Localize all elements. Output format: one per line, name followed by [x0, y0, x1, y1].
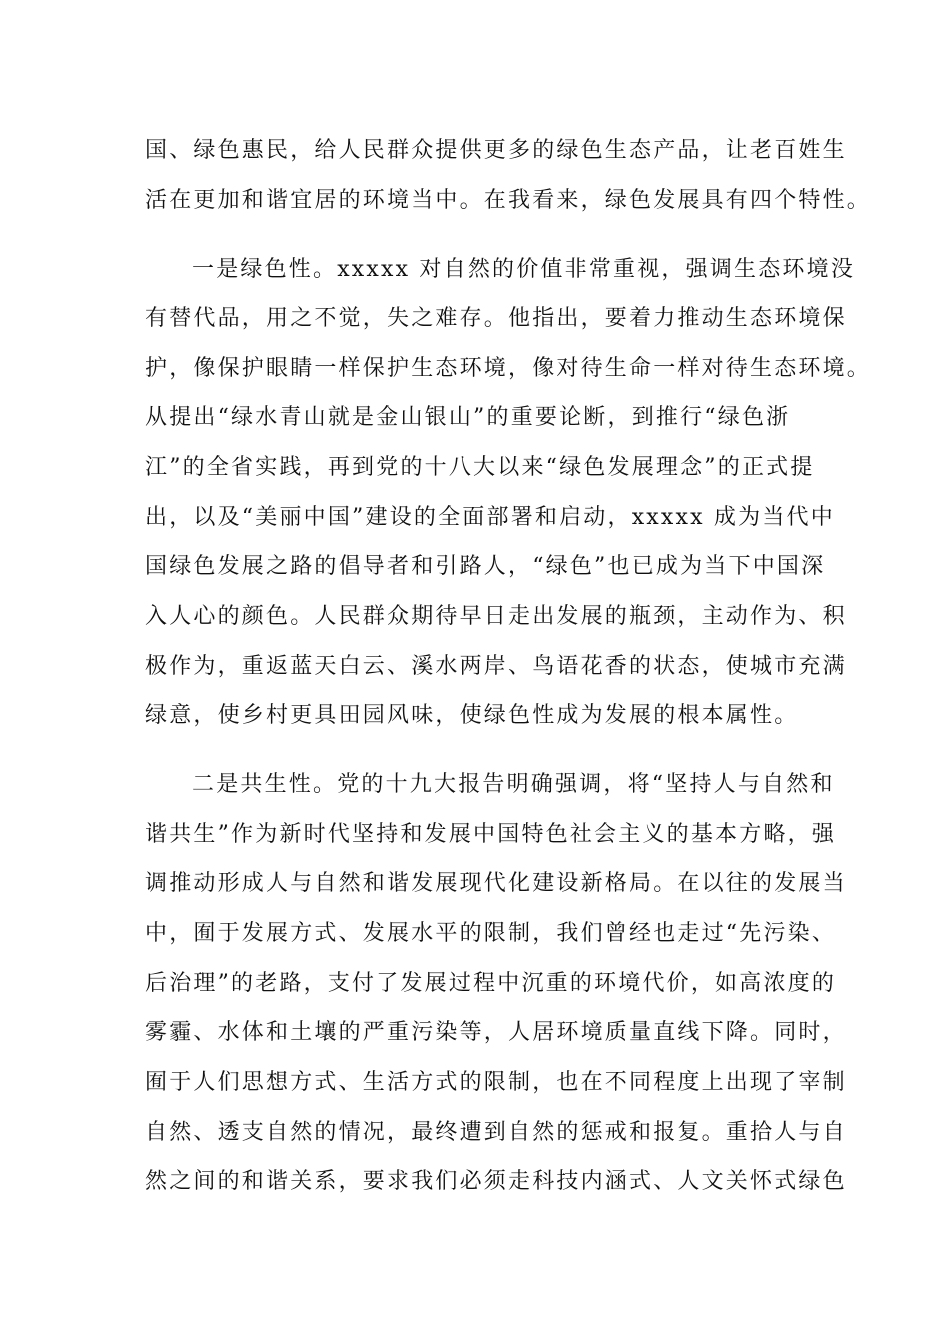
text-line: 自然、透支自然的情况，最终遭到自然的惩戒和报复。重拾人与自 — [145, 1120, 847, 1145]
text-line: 绿意，使乡村更具田园风味，使绿色性成为发展的根本属性。 — [145, 703, 799, 728]
text-line: 囿于人们思想方式、生活方式的限制，也在不同程度上出现了宰制 — [145, 1070, 847, 1095]
text-line: 调推动形成人与自然和谐发展现代化建设新格局。在以往的发展当 — [145, 871, 847, 896]
text-line: 后治理”的老路，支付了发展过程中沉重的环境代价，如高浓度的 — [145, 971, 837, 996]
text-line: 从提出“绿水青山就是金山银山”的重要论断，到推行“绿色浙 — [145, 405, 791, 430]
text-line: 国、绿色惠民，给人民群众提供更多的绿色生态产品，让老百姓生 — [145, 138, 847, 163]
text-line: 一是绿色性。xxxxx 对自然的价值非常重视，强调生态环境没 — [192, 257, 856, 282]
text-line: 极作为，重返蓝天白云、溪水两岸、鸟语花香的状态，使城市充满 — [145, 654, 847, 679]
text-line: 入人心的颜色。人民群众期待早日走出发展的瓶颈，主动作为、积 — [145, 604, 847, 629]
text-line: 护，像保护眼睛一样保护生态环境，像对待生命一样对待生态环境。 — [145, 356, 872, 381]
text-line: 二是共生性。党的十九大报告明确强调，将“坚持人与自然和 — [192, 772, 835, 797]
text-line: 谐共生”作为新时代坚持和发展中国特色社会主义的基本方略，强 — [145, 822, 837, 847]
text-line: 活在更加和谐宜居的环境当中。在我看来，绿色发展具有四个特性。 — [145, 188, 872, 213]
text-line: 雾霾、水体和土壤的严重污染等，人居环境质量直线下降。同时， — [145, 1020, 847, 1045]
text-line: 有替代品，用之不觉，失之难存。他指出，要着力推动生态环境保 — [145, 306, 847, 331]
text-line: 国绿色发展之路的倡导者和引路人，“绿色”也已成为当下中国深 — [145, 554, 826, 579]
text-line: 然之间的和谐关系，要求我们必须走科技内涵式、人文关怀式绿色 — [145, 1169, 847, 1194]
text-line: 江”的全省实践，再到党的十八大以来“绿色发展理念”的正式提 — [145, 455, 815, 480]
text-line: 出，以及“美丽中国”建设的全面部署和启动，xxxxx 成为当代中 — [145, 505, 835, 530]
text-line: 中，囿于发展方式、发展水平的限制，我们曾经也走过“先污染、 — [145, 921, 837, 946]
